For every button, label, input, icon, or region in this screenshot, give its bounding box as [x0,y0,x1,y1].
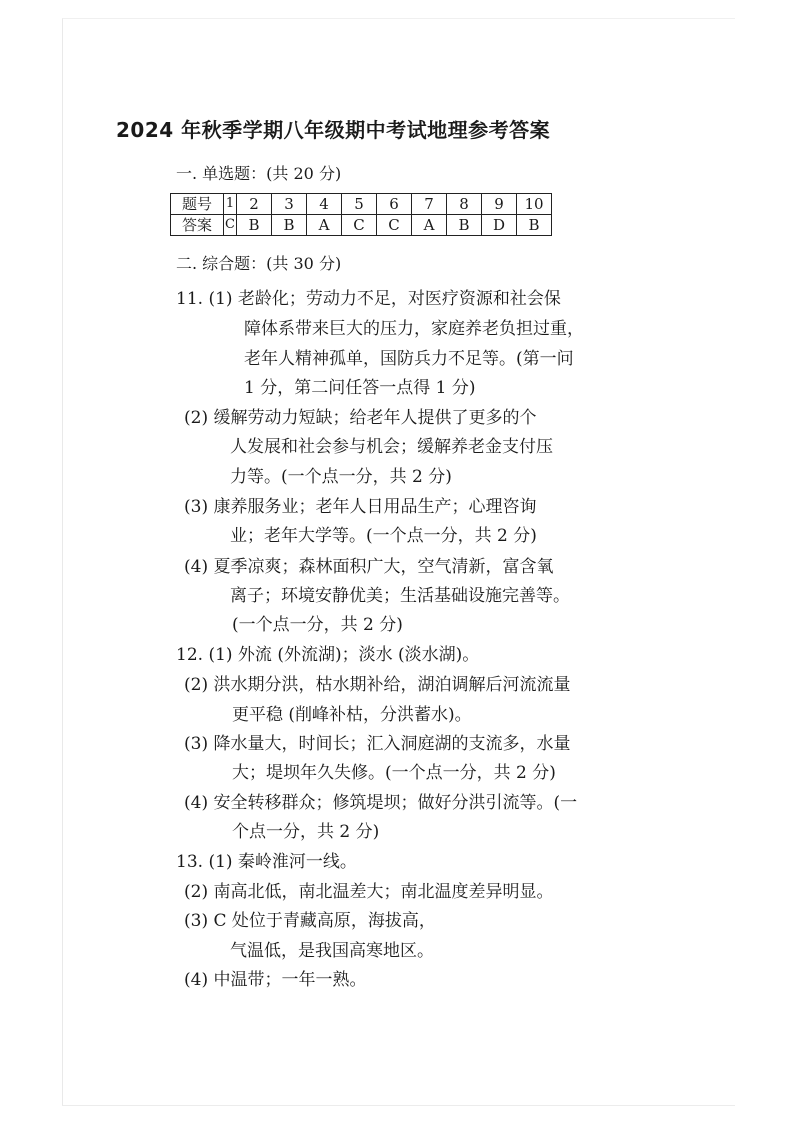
answer-cell: C [224,215,237,236]
answer-line: 1 分，第二问任答一点得 1 分) [244,378,476,398]
answer-line: (4) 夏季凉爽；森林面积广大，空气清新，富含氧 [184,557,554,577]
question-number: 1 [224,194,237,215]
answer-line: 13. (1) 秦岭淮河一线。 [176,852,357,872]
question-number: 4 [307,194,342,215]
answer-line: 障体系带来巨大的压力，家庭养老负担过重， [244,319,584,339]
question-number: 9 [482,194,517,215]
question-number: 10 [517,194,552,215]
question-number: 8 [447,194,482,215]
answer-line: 人发展和社会参与机会；缓解养老金支付压 [230,437,553,457]
answer-line: (2) 缓解劳动力短缺；给老年人提供了更多的个 [184,408,537,428]
answer-line: (3) 降水量大，时间长；汇入洞庭湖的支流多，水量 [184,734,571,754]
answer-line: 大；堤坝年久失修。(一个点一分，共 2 分) [232,763,556,783]
answer-line: (3) C 处位于青藏高原，海拔高， [184,911,436,931]
answer-line: (2) 洪水期分洪，枯水期补给，湖泊调解后河流流量 [184,675,571,695]
document-title: 2024 年秋季学期八年级期中考试地理参考答案 [116,118,551,142]
answer-line: (4) 中温带；一年一熟。 [184,970,367,990]
answer-table [170,193,552,236]
answer-line: (2) 南高北低，南北温差大；南北温度差异明显。 [184,882,554,902]
section-1-heading: 一. 单选题：(共 20 分) [176,164,342,183]
answer-line: (一个点一分，共 2 分) [232,615,403,635]
answer-cell: C [342,215,377,236]
answer-line: 力等。(一个点一分，共 2 分) [230,467,452,487]
answer-cell: B [447,215,482,236]
answer-line: 气温低，是我国高寒地区。 [230,941,434,961]
question-number: 3 [272,194,307,215]
question-number: 6 [377,194,412,215]
answer-line: 业；老年大学等。(一个点一分，共 2 分) [230,526,537,546]
question-number: 5 [342,194,377,215]
question-number: 2 [237,194,272,215]
answer-line: 11. (1) 老龄化；劳动力不足，对医疗资源和社会保 [176,289,561,309]
answer-cell: D [482,215,517,236]
answer-cell: A [412,215,447,236]
answer-line: (3) 康养服务业；老年人日用品生产；心理咨询 [184,497,537,517]
answer-cell: B [517,215,552,236]
row-label-number: 题号 [171,194,224,215]
answer-cell: A [307,215,342,236]
answer-line: 离子；环境安静优美；生活基础设施完善等。 [230,586,570,606]
table-row-numbers [171,194,552,215]
answer-cell: B [272,215,307,236]
question-number: 7 [412,194,447,215]
section-2-heading: 二. 综合题：(共 30 分) [176,254,342,273]
row-label-answer: 答案 [171,215,224,236]
answer-cell: B [237,215,272,236]
answer-line: 12. (1) 外流 (外流湖)；淡水 (淡水湖)。 [176,645,480,665]
table-row-answers [171,215,552,236]
answer-line: 更平稳 (削峰补枯，分洪蓄水)。 [232,705,472,725]
answer-cell: C [377,215,412,236]
answer-line: (4) 安全转移群众；修筑堤坝；做好分洪引流等。(一 [184,793,578,813]
answer-line: 老年人精神孤单，国防兵力不足等。(第一问 [244,349,574,369]
answer-line: 个点一分，共 2 分) [232,822,380,842]
